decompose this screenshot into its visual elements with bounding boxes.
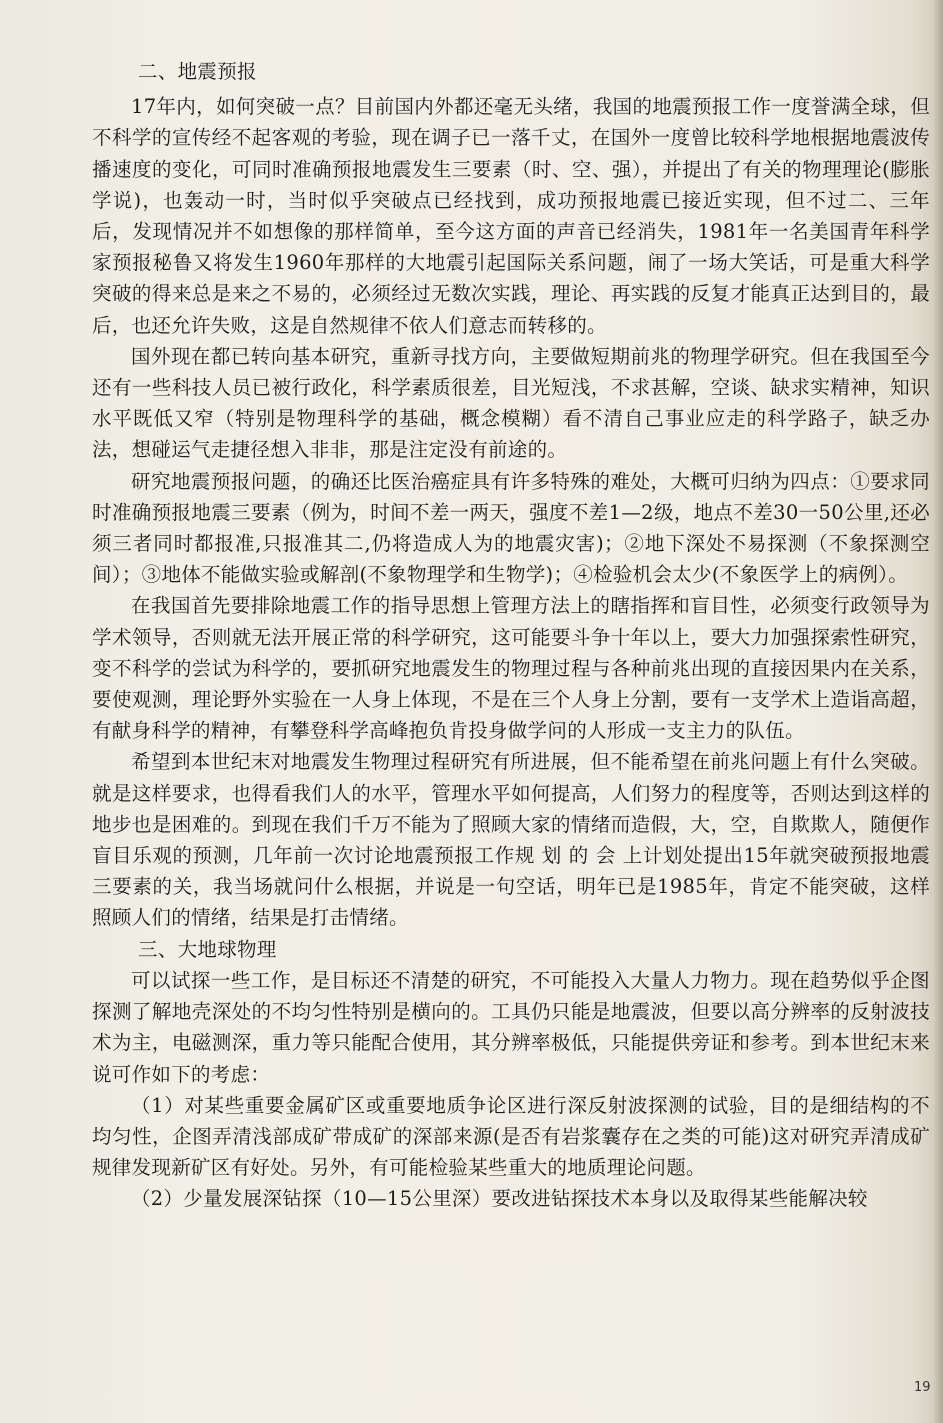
paragraph: 可以试探一些工作，是目标还不清楚的研究，不可能投入大量人力物力。现在趋势似乎企图探测了解地壳深处的不均匀性特别是横向的。工具仍只能是地震波，但要以高分辨率的反射波技术为主，电磁测深，重力等只能配合使用，其分辨率极低，只能提供旁证和参考。到本世纪末来说可作如下的考虑：	[92, 968, 930, 1086]
page-number: 19	[914, 1380, 931, 1395]
paragraph: 在我国首先要排除地震工作的指导思想上管理方法上的瞎指挥和盲目性，必须变行政领导为学术领导，否则就无法开展正常的科学研究，这可能要斗争十年以上，要大力加强探索性研究，变不科学的尝试为科学的，要抓研究地震发生的物理过程与各种前兆出现的直接因果内在关系，要使观测，理论野外实验在一人身上体现，不是在三个人身上分割，要有一支学术上造诣高超，有献身科学的精神，有攀登科学高峰抱负肯投身做学问的人形成一支主力的队伍。	[92, 594, 930, 743]
section-heading-earthquake-prediction: 二、地震预报	[138, 60, 257, 83]
paragraph: 研究地震预报问题，的确还比医治癌症具有许多特殊的难处，大概可归纳为四点：①要求同时准确预报地震三要素（例为，时间不差一两天，强度不差1—2级，地点不差30一50公里,还必须三者同时都报准,只报准其二,仍将造成人为的地震灾害)；②地下深处不易探测（不象探测空间）；③地体不能做实验或解剖(不象物理学和生物学)；④检验机会太少(不象医学上的病例）。	[92, 469, 930, 587]
page-edge-shadow	[933, 0, 943, 1423]
paragraph: 17年内，如何突破一点？目前国内外都还毫无头绪，我国的地震预报工作一度誉满全球，但不科学的宣传经不起客观的考验，现在调子已一落千丈，在国外一度曾比较科学地根据地震波传播速度的变化，可同时准确预报地震发生三要素（时、空、强），并提出了有关的物理理论(膨胀学说)，也轰动一时，当时似乎突破点已经找到，成功预报地震已接近实现，但不过二、三年后，发现情况并不如想像的那样简单，至今这方面的声音已经消失，1981年一名美国青年科学家预报秘鲁又将发生1960年那样的大地震引起国际关系问题，闹了一场大笑话，可是重大科学突破的得来总是来之不易的，必须经过无数次实践，理论、再实践的反复才能真正达到目的，最后，也还允许失败，这是自然规律不依人们意志而转移的。	[92, 95, 930, 337]
section-heading-geophysics: 三、大地球物理	[138, 937, 277, 961]
list-item: （1）对某些重要金属矿区或重要地质争论区进行深反射波探测的试验，目的是细结构的不均匀性，企图弄清浅部成矿带成矿的深部来源(是否有岩浆囊存在之类的可能)这对研究弄清成矿规律发现新矿区有好处。另外，有可能检验某些重大的地质理论问题。	[92, 1093, 930, 1180]
paragraph: 希望到本世纪末对地震发生物理过程研究有所进展，但不能希望在前兆问题上有什么突破。就是这样要求，也得看我们人的水平，管理水平如何提高，人们努力的程度等，否则达到这样的地步也是困难的。到现在我们千万不能为了照顾大家的情绪而造假，大，空，自欺欺人，随便作盲目乐观的预测，几年前一次讨论地震预报工作规 划 的 会 上计划处提出15年就突破预报地震三要素的关，我当场就问什么根据，并说是一句空话，明年已是1985年，肯定不能突破，这样照顾人们的情绪，结果是打击情绪。	[92, 750, 930, 930]
document-body	[92, 56, 930, 1356]
list-item: （2）少量发展深钻探（10—15公里深）要改进钻探技术本身以及取得某些能解决较	[131, 1187, 868, 1211]
paragraph: 国外现在都已转向基本研究，重新寻找方向，主要做短期前兆的物理学研究。但在我国至今还有一些科技人员已被行政化，科学素质很差，目光短浅，不求甚解，空谈、缺求实精神，知识水平既低又窄（特别是物理科学的基础，概念模糊）看不清自己事业应走的科学路子，缺乏办法，想碰运气走捷径想入非非，那是注定没有前途的。	[92, 344, 930, 462]
